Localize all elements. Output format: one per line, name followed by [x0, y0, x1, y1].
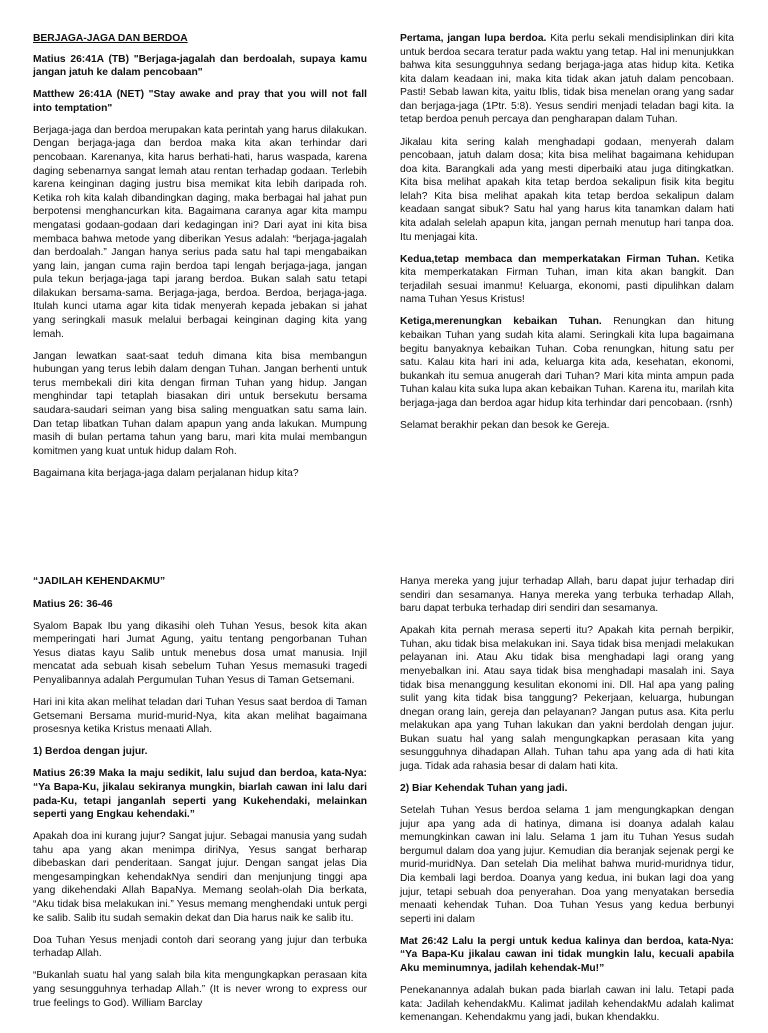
verse-quote: Mat 26:42 Lalu Ia pergi untuk kedua kalinya dan berdoa, kata-Nya: “Ya Bapa-Ku jikalau cawan ini tidak mungkin lalu, kecuali apabila Aku meminumnya, jadilah kehendak-Mu!” — [400, 935, 734, 975]
section-heading: 1) Berdoa dengan jujur. — [33, 746, 148, 758]
paragraph: Hanya mereka yang jujur terhadap Allah, baru dapat jujur terhadap diri sendiri dan sesamanya. Hanya mereka yang terbuka terhadap Allah, baru dapat terbuka terhadap diri sendiri dan sesamanya. — [400, 576, 734, 615]
paragraph: Penekanannya adalah bukan pada biarlah cawan ini lalu. Tetapi pada kata: Jadilah kehendakMu. Kalimat jadilah kehendakMu adalah kalimat kemenangan. Kehendakmu yang jadi, bukan khendakku. — [400, 985, 734, 1024]
verse-quote: Matius 26:39 Maka Ia maju sedikit, lalu sujud dan berdoa, kata-Nya: “Ya Bapa-Ku, jikalau sekiranya mungkin, biarlah cawan ini lalu dari pada-Ku, tetapi janganlah seperti yang Kukehendaki, melainkan seperti yang Engkau kehendaki.” — [33, 768, 367, 821]
paragraph: Apakah kita pernah merasa seperti itu? Apakah kita pernah berpikir, Tuhan, aku tidak bisa melakukan ini. Saya tidak bisa menjadi melakukan pelayanan ini. Atau Aku tidak bisa menghadapi lagi orang yang menyebalkan ini. Atau saya tidak bisa menghadapi masalah ini. Saya tidak bisa menanggung kesulitan ekonomi ini. Dll. Hal apa yang paling sulit yang kita tidak bisa tanggung? Pekerjaan, keluarga, hubungan dnegan orang lain, gereja dan pelayanan? Jangan putus asa. Kita perlu melakukan apa yang Tuhan lakukan dan yakni berdolah dengan jujur. Bukan suatu hal yang salah mengungkapkan perasaan kita yang sesungguhnya dihadapan Allah. Tuhan tahu apa yang ada di hati kita juga. Tidak ada rahasia besar di dalam hati kita. — [400, 625, 734, 773]
bottom-left-column — [33, 575, 367, 1019]
article-title: BERJAGA-JAGA DAN BERDOA — [33, 33, 188, 44]
paragraph: Jikalau kita sering kalah menghadapi godaan, menyerah dalam pencobaan, jatuh dalam dosa; kita bisa melihat bagaimana kehidupan doa kita. Barangkali ada yang mesti diperbaiki atau juga ditingkatkan. Kita bisa melihat apakah kita tetap berdoa sekalipun fisik kita begitu lelah? Kita bisa melihat apakah kita tetap berdoa sekalipun dalam keadaan sangat sibuk? Satu hal yang harus kita tanamkan dalam hati kita adalah selelah apapun kita, jangan pernah menutup hari tanpa doa. Itu menjagai kita. — [400, 136, 734, 243]
paragraph: Berjaga-jaga dan berdoa merupakan kata perintah yang harus dilakukan. Dengan berjaga-jaga dan berdoa maka kita akan terhindar dari pencobaan. Karenanya, kita harus berhati-hati, harus waspada, karena daging sebenarnya sangat lemah atau rentan terhadap godaan. Terlebih karena keinginan daging justru bisa memikat kita lebih daripada roh. Ketika roh kita kalah dibandingkan daging, maka berbagai hal jahat pun berpotensi menghancurkan kita. Bagaimana caranya agar kita mampu mengatasi godaan-godaan dari kedagingan ini? Dari ayat ini kita bisa membaca bahwa metode yang diberikan Yesus adalah: “berjaga-jagalah dan berdoalah.” Jangan hanya serius pada satu hal tapi mengabaikan yang lain, jangan cuma rajin berdoa tapi lengah berjaga-jaga, jangan pula tekun berjaga-jaga tapi jarang berdoa. Bukan salah satu tetapi dilakukan bersama-sama. Berjaga-jaga, berdoa. Berdoa, berjaga-jaga. Itulah kunci utama agar kita tidak menyerah kepada jebakan si jahat yang seringkali masuk melalui berbagai keinginan daging kita yang lemah. — [33, 124, 367, 340]
verse-tb: Matius 26:41A (TB) "Berjaga-jagalah dan berdoalah, supaya kamu jangan jatuh ke dalam pencobaan" — [33, 53, 367, 79]
verse-net: Matthew 26:41A (NET) "Stay awake and pray that you will not fall into temptation" — [33, 89, 367, 114]
point-text: Renungkan dan hitung kebaikan Tuhan yang sudah kita alami. Seringkali kita lupa bagaimana begitu banyaknya kebaikan Tuhan. Coba renungkan, hitung satu per satu. Kalau kita hari ini ada, keluarga kita ada, kesehatan, ekonomi, bukankah itu semua anugerah dari Tuhan? Mari kita minta ampun pada Tuhan kalau kita suka lupa akan kebaikan Tuhan. Karena itu, marilah kita berjaga-jaga dan berdoa agar hidup kita terhindar dari pencobaan. (rsnh) — [400, 316, 734, 409]
paragraph: Syalom Bapak Ibu yang dikasihi oleh Tuhan Yesus, besok kita akan memperingati hari Jumat Agung, yaitu tentang pengorbanan Tuhan Yesus diatas kayu Salib untuk menebus dosa umat manusia. Injil mencatat ada sebuah kisah sebelum Tuhan Yesus memasuki tragedi Penyalibannya adalah Pergumulan Tuhan Yesus di Taman Getsemani. — [33, 620, 367, 686]
scripture-reference: Matius 26: 36-46 — [33, 598, 113, 610]
bottom-right-column — [400, 575, 734, 1033]
point-heading: Kedua,tetap membaca dan memperkatakan Firman Tuhan. — [400, 253, 700, 265]
point-heading: Pertama, jangan lupa berdoa. — [400, 33, 547, 44]
paragraph: Hari ini kita akan melihat teladan dari Tuhan Yesus saat berdoa di Taman Getsemani Bersama murid-murid-Nya, kita akan melihat bagaimana prosesnya ketika Kristus menaati Allah. — [33, 697, 367, 736]
section-heading: 2) Biar Kehendak Tuhan yang jadi. — [400, 783, 568, 795]
paragraph: Doa Tuhan Yesus menjadi contoh dari seorang yang jujur dan terbuka terhadap Allah. — [33, 934, 367, 960]
point-text: Ketika kita memperkatakan Firman Tuhan, iman kita akan bangkit. Dan terjadilah sesuai imanmu! Keluarga, ekonomi, pasti dipulihkan dalam nama Tuhan Yesus Kristus! — [400, 253, 734, 306]
paragraph: Setelah Tuhan Yesus berdoa selama 1 jam mengungkapkan dengan jujur apa yang ada di hatinya, dimana isi doanya adalah kalau memungkinkan cawan ini lalu. Selama 1 jam itu Tuhan Yesus sudah bergumul dalam doa yang jujur. Kemudian dia beranjak sejenak pergi ke murid-muridNya. Dan setelah Dia melihat bahwa murid-muridnya tidur, Dia kembali lagi berdoa. Doanya yang kedua, ini bukan lagi doa yang jujur, tetapi sebuah doa penyerahan. Doa yang menyatakan bersedia menaati kehendak Tuhan. Doa Tuhan Yesus yang kedua berbunyi seperti ini dalam — [400, 805, 734, 925]
paragraph: Bagaimana kita berjaga-jaga dalam perjalanan hidup kita? — [33, 467, 299, 479]
article-title: “JADILAH KEHENDAKMU” — [33, 576, 166, 587]
point-text: Kita perlu sekali mendisiplinkan diri kita untuk berdoa secara teratur pada waktu yang tetap. Hal ini menunjukkan bahwa kita sesungguhnya sedang berjaga-jaga atas hidup kita. Ketika kita dalam keadaan ini, maka kita tidak akan jatuh dalam pencobaan. Pasti! Sebab lawan kita, yaitu Iblis, tidak bisa menelan orang yang sadar dan berjaga-jaga (1Ptr. 5:8). Yesus sendiri menjadi teladan bagi kita. Ia tetap berdoa penuh percaya dan pengharapan dalam Tuhan. — [400, 33, 735, 126]
paragraph: “Bukanlah suatu hal yang salah bila kita mengungkapkan perasaan kita yang sesungguhnya terhadap Allah.” (It is never wrong to express our true feelings to God). William Barclay — [33, 970, 367, 1009]
closing-line: Selamat berakhir pekan dan besok ke Gereja. — [400, 420, 610, 432]
paragraph: Apakah doa ini kurang jujur? Sangat jujur. Sebagai manusia yang sudah tahu apa yang akan menimpa diriNya, Yesus sangat berharap dibebaskan dari penderitaan. Sangat jujur. Dengan sangat jelas Dia mengesampingkan kehendakNya sendiri dan menjunjung tinggi apa yang dikehendaki Allah BapaNya. Memang seolah-olah Dia berkata, “Aku tidak bisa melakukan ini.” Yesus memang menghendaki untuk pergi ke salib. Salib itu sudah semakin dekat dan Dia harus naik ke salib itu. — [33, 831, 367, 924]
point-heading: Ketiga,merenungkan kebaikan Tuhan. — [400, 316, 602, 328]
paragraph: Jangan lewatkan saat-saat teduh dimana kita bisa membangun hubungan yang terus lebih dalam dengan Tuhan. Jangan berhenti untuk terus membekali diri kita dengan firman Tuhan yang hidup. Jangan menghindar tapi tetaplah biasakan diri untuk bersekutu bersama saudara-saudari seiman yang bisa saling menguatkan satu sama lain. Dan tetap libatkan Tuhan dalam apapun yang anda lakukan. Mumpung masih di bulan pertama tahun yang baru, mari kita mulai membangun komitmen yang kuat untuk hidup dalam Roh. — [33, 350, 367, 457]
